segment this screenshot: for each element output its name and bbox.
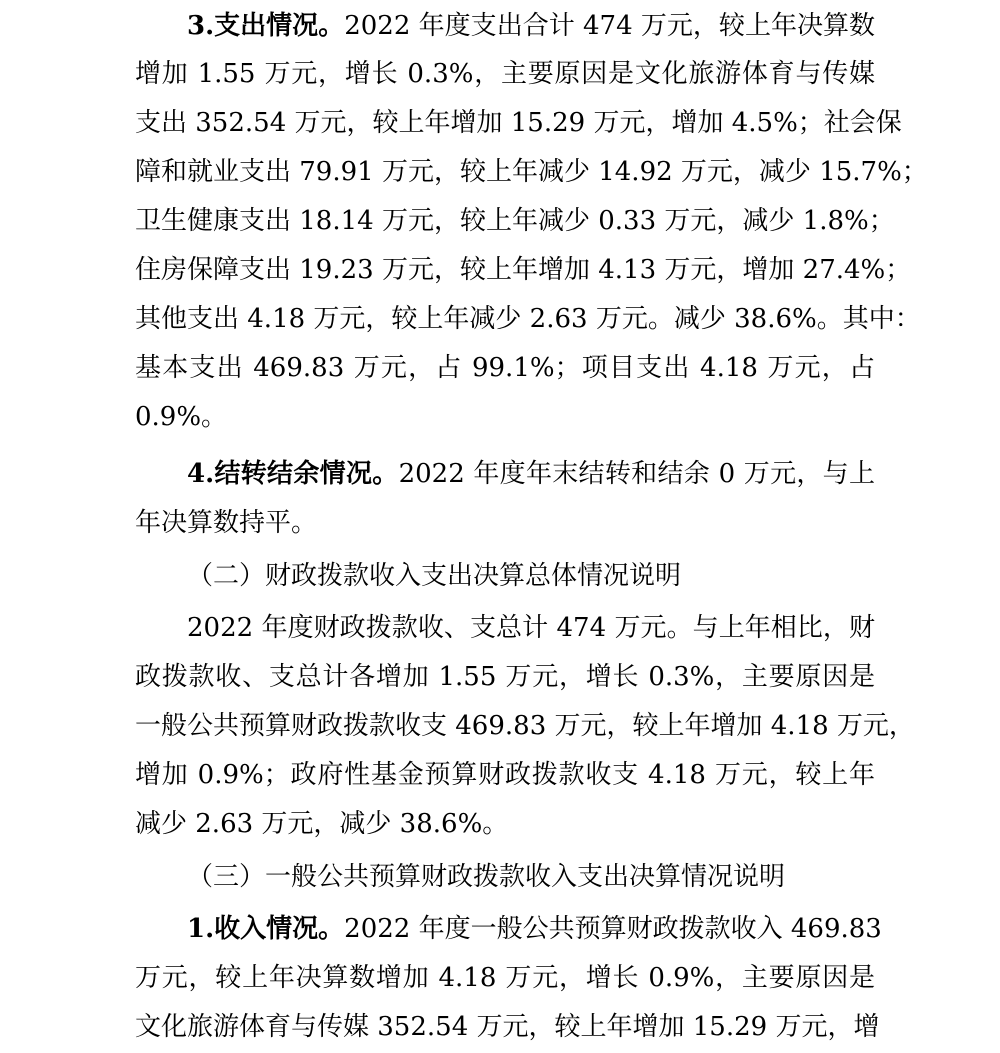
section-heading-general-budget: （三）一般公共预算财政拨款收入支出决算情况说明 — [187, 862, 786, 892]
paragraph-text: 2022 年度年末结转和结余 0 万元，与上 — [398, 459, 875, 489]
paragraph-line: 政拨款收、支总计各增加 1.55 万元，增长 0.3%，主要原因是 — [135, 662, 875, 692]
section-heading-fiscal-overall: （二）财政拨款收入支出决算总体情况说明 — [187, 561, 682, 591]
paragraph-line: 0.9%。 — [135, 402, 228, 432]
section-title-income: 1.收入情况。 — [187, 914, 345, 944]
paragraph-line — [187, 0, 875, 52]
paragraph-line: 2022 年度财政拨款收、支总计 474 万元。与上年相比，财 — [187, 613, 875, 643]
paragraph-line: 增加 1.55 万元，增长 0.3%，主要原因是文化旅游体育与传媒 — [135, 59, 875, 89]
paragraph-line — [187, 903, 882, 955]
paragraph-line: 减少 2.63 万元，减少 38.6%。 — [135, 809, 509, 839]
paragraph-line: 增加 0.9%；政府性基金预算财政拨款收支 4.18 万元，较上年 — [135, 760, 875, 790]
paragraph-line: 万元，较上年决算数增加 4.18 万元，增长 0.9%，主要原因是 — [135, 963, 875, 993]
paragraph-text: 2022 年度一般公共预算财政拨款收入 469.83 — [344, 914, 882, 944]
paragraph-line: 年决算数持平。 — [135, 508, 318, 538]
paragraph-line: 卫生健康支出 18.14 万元，较上年减少 0.33 万元，减少 1.8%； — [135, 206, 895, 236]
paragraph-line — [187, 448, 875, 500]
paragraph-line: 支出 352.54 万元，较上年增加 15.29 万元，增加 4.5%；社会保 — [135, 108, 902, 138]
paragraph-line: 一般公共预算财政拨款收支 469.83 万元，较上年增加 4.18 万元， — [135, 711, 915, 741]
paragraph-line: 基本支出 469.83 万元，占 99.1%；项目支出 4.18 万元，占 — [135, 353, 875, 383]
paragraph-text: 2022 年度支出合计 474 万元，较上年决算数 — [344, 11, 875, 41]
paragraph-line: 其他支出 4.18 万元，较上年减少 2.63 万元。减少 38.6%。其中： — [135, 304, 921, 334]
paragraph-line: 住房保障支出 19.23 万元，较上年增加 4.13 万元，增加 27.4%； — [135, 255, 912, 285]
section-title-carryover: 4.结转结余情况。 — [187, 459, 399, 489]
section-title-expenditure: 3.支出情况。 — [187, 11, 345, 41]
paragraph-line: 文化旅游体育与传媒 352.54 万元，较上年增加 15.29 万元，增 — [135, 1012, 880, 1042]
paragraph-line: 障和就业支出 79.91 万元，较上年减少 14.92 万元，减少 15.7%； — [135, 157, 928, 187]
